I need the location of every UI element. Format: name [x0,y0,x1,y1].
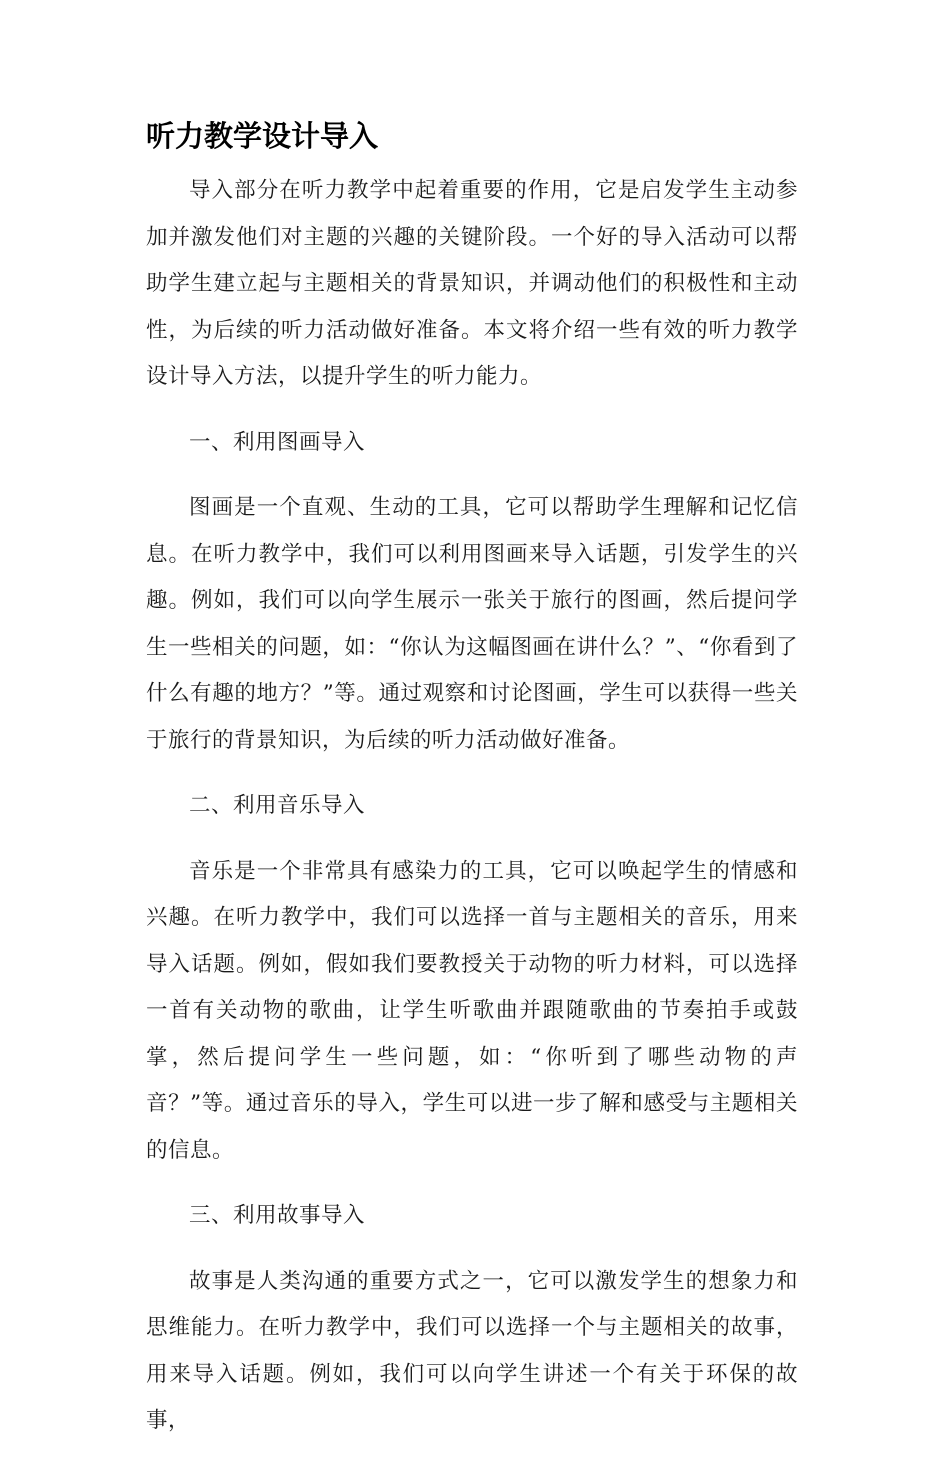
intro-paragraph: 导入部分在听力教学中起着重要的作用，它是启发学生主动参加并激发他们对主题的兴趣的关键阶段。一个好的导入活动可以帮助学生建立起与主题相关的背景知识，并调动他们的积极性和主动性，为后续的听力活动做好准备。本文将介绍一些有效的听力教学设计导入方法，以提升学生的听力能力。 [146,178,798,389]
section-body-music: 音乐是一个非常具有感染力的工具，它可以唤起学生的情感和兴趣。在听力教学中，我们可以选择一首与主题相关的音乐，用来导入话题。例如，假如我们要教授关于动物的听力材料，可以选择一首有关动物的歌曲，让学生听歌曲并跟随歌曲的节奏拍手或鼓掌，然后提问学生一些问题，如：“你听到了哪些动物的声音？”等。通过音乐的导入，学生可以进一步了解和感受与主题相关的信息。 [146,858,798,1163]
document-title: 听力教学设计导入 [146,119,379,153]
section-heading-pictures: 一、利用图画导入 [189,429,366,455]
section-body-stories: 故事是人类沟通的重要方式之一，它可以激发学生的想象力和思维能力。在听力教学中，我们可以选择一个与主题相关的故事，用来导入话题。例如，我们可以向学生讲述一个有关于环保的故事， [146,1268,798,1433]
section-body-pictures: 图画是一个直观、生动的工具，它可以帮助学生理解和记忆信息。在听力教学中，我们可以利用图画来导入话题，引发学生的兴趣。例如，我们可以向学生展示一张关于旅行的图画，然后提问学生一些相关的问题，如：“你认为这幅图画在讲什么？”、“你看到了什么有趣的地方？”等。通过观察和讨论图画，学生可以获得一些关于旅行的背景知识，为后续的听力活动做好准备。 [146,495,798,753]
section-heading-music: 二、利用音乐导入 [189,793,366,818]
document-content [146,112,798,1464]
section-heading-stories: 三、利用故事导入 [189,1203,366,1228]
